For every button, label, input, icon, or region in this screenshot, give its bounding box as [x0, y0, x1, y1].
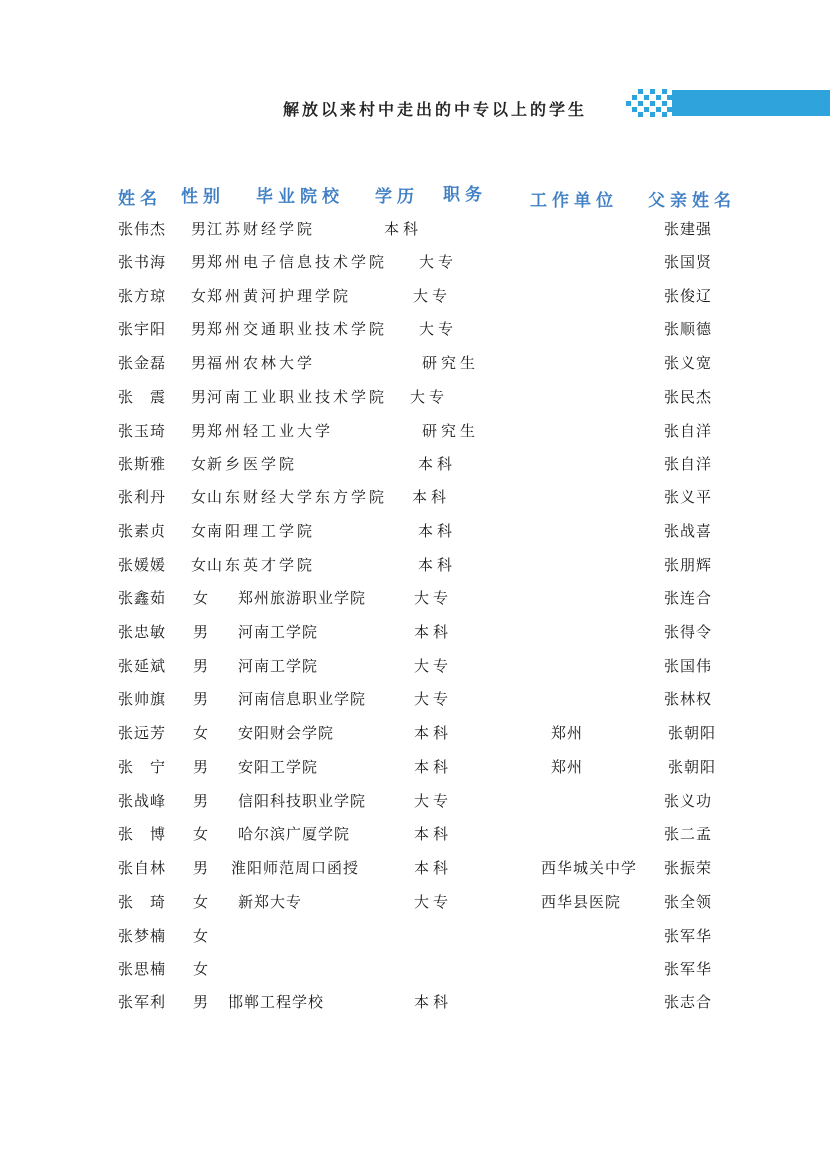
father-name: 张自洋: [664, 455, 713, 473]
father-name: 张连合: [664, 589, 713, 607]
student-gender: 男: [193, 623, 210, 641]
table-row: [0, 554, 830, 578]
student-school: 安阳工学院: [238, 758, 319, 776]
table-row: [0, 790, 830, 814]
student-name: 张素贞: [118, 522, 167, 540]
student-gender: 男: [193, 993, 210, 1011]
student-education: 大专: [419, 320, 458, 338]
father-name: 张军华: [664, 960, 713, 978]
student-school: 南阳理工学院: [207, 522, 316, 540]
student-school: 江苏财经学院: [207, 220, 316, 238]
title-decoration-graphic: [622, 88, 830, 118]
header-gender: 性别: [181, 187, 225, 207]
student-work-unit: 西华县医院: [541, 893, 622, 911]
student-education: 本科: [414, 859, 453, 877]
student-name: 张利丹: [118, 488, 167, 506]
student-gender: 女: [191, 455, 208, 473]
student-gender: 女: [191, 522, 208, 540]
father-name: 张军华: [664, 927, 713, 945]
father-name: 张振荣: [664, 859, 713, 877]
page-title: 解放以来村中走出的中专以上的学生: [283, 100, 588, 119]
student-school: 山东财经大学东方学院: [207, 488, 388, 506]
student-name: 张帅旗: [118, 690, 167, 708]
table-row: [0, 891, 830, 915]
student-education: 本科: [414, 758, 453, 776]
student-gender: 男: [191, 354, 208, 372]
table-row: [0, 823, 830, 847]
father-name: 张建强: [664, 220, 713, 238]
student-name: 张斯雅: [118, 455, 167, 473]
table-row: [0, 722, 830, 746]
student-gender: 男: [191, 422, 208, 440]
table-row: [0, 857, 830, 881]
student-education: 大专: [410, 388, 449, 406]
header-school: 毕业院校: [256, 187, 344, 207]
student-work-unit: 郑州: [551, 758, 584, 776]
table-row: [0, 925, 830, 949]
student-gender: 女: [193, 960, 210, 978]
student-gender: 男: [193, 792, 210, 810]
father-name: 张全领: [664, 893, 713, 911]
father-name: 张自洋: [664, 422, 713, 440]
header-education: 学历: [375, 187, 419, 207]
student-gender: 女: [193, 893, 210, 911]
student-name: 张 琦: [118, 893, 167, 911]
student-school: 邯郸工程学校: [228, 993, 325, 1011]
student-education: 大专: [419, 253, 458, 271]
student-education: 本科: [414, 993, 453, 1011]
student-name: 张 震: [118, 388, 167, 406]
father-name: 张林权: [664, 690, 713, 708]
table-row: [0, 587, 830, 611]
table-row: [0, 420, 830, 444]
student-name: 张 宁: [118, 758, 167, 776]
student-name: 张梦楠: [118, 927, 167, 945]
father-name: 张朝阳: [668, 724, 717, 742]
student-education: 大专: [414, 690, 453, 708]
student-school: 新郑大专: [238, 893, 303, 911]
student-name: 张远芳: [118, 724, 167, 742]
student-name: 张战峰: [118, 792, 167, 810]
student-education: 大专: [414, 657, 453, 675]
student-school: 郑州电子信息技术学院: [207, 253, 388, 271]
student-school: 郑州轻工业大学: [207, 422, 334, 440]
student-name: 张军利: [118, 993, 167, 1011]
student-gender: 男: [191, 220, 208, 238]
student-name: 张宇阳: [118, 320, 167, 338]
student-work-unit: 郑州: [551, 724, 584, 742]
student-school: 淮阳师范周口函授: [231, 859, 360, 877]
student-gender: 男: [193, 690, 210, 708]
student-name: 张 博: [118, 825, 167, 843]
father-name: 张国贤: [664, 253, 713, 271]
table-row: [0, 486, 830, 510]
table-row: [0, 218, 830, 242]
student-name: 张忠敏: [118, 623, 167, 641]
table-row: [0, 318, 830, 342]
student-gender: 女: [191, 488, 208, 506]
student-name: 张延斌: [118, 657, 167, 675]
table-row: [0, 688, 830, 712]
student-school: 河南工业职业技术学院: [207, 388, 388, 406]
table-row: [0, 991, 830, 1015]
student-education: 大专: [414, 792, 453, 810]
student-gender: 女: [191, 287, 208, 305]
table-row: [0, 756, 830, 780]
father-name: 张志合: [664, 993, 713, 1011]
student-education: 本科: [414, 724, 453, 742]
student-education: 大专: [414, 893, 453, 911]
student-school: 河南工学院: [238, 657, 319, 675]
father-name: 张义宽: [664, 354, 713, 372]
student-school: 郑州黄河护理学院: [207, 287, 352, 305]
student-school: 安阳财会学院: [238, 724, 335, 742]
table-row: [0, 386, 830, 410]
student-school: 郑州旅游职业学院: [238, 589, 367, 607]
student-gender: 男: [191, 320, 208, 338]
table-row: [0, 958, 830, 982]
table-row: [0, 251, 830, 275]
student-education: 研究生: [422, 422, 480, 440]
student-work-unit: 西华城关中学: [541, 859, 638, 877]
student-education: 研究生: [422, 354, 480, 372]
student-gender: 女: [193, 825, 210, 843]
header-work-unit: 工作单位: [530, 191, 618, 211]
student-gender: 女: [193, 724, 210, 742]
table-row: [0, 520, 830, 544]
student-school: 信阳科技职业学院: [238, 792, 367, 810]
student-school: 河南工学院: [238, 623, 319, 641]
father-name: 张二孟: [664, 825, 713, 843]
father-name: 张国伟: [664, 657, 713, 675]
father-name: 张朝阳: [668, 758, 717, 776]
student-name: 张思楠: [118, 960, 167, 978]
student-name: 张鑫茹: [118, 589, 167, 607]
student-gender: 女: [193, 589, 210, 607]
student-education: 本科: [412, 488, 451, 506]
student-name: 张媛媛: [118, 556, 167, 574]
father-name: 张顺德: [664, 320, 713, 338]
student-school: 哈尔滨广厦学院: [238, 825, 351, 843]
father-name: 张民杰: [664, 388, 713, 406]
student-education: 本科: [384, 220, 423, 238]
student-gender: 男: [193, 657, 210, 675]
student-education: 大专: [413, 287, 452, 305]
header-father-name: 父亲姓名: [648, 191, 736, 211]
student-school: 福州农林大学: [207, 354, 316, 372]
student-name: 张书海: [118, 253, 167, 271]
student-education: 大专: [414, 589, 453, 607]
student-school: 郑州交通职业技术学院: [207, 320, 388, 338]
student-education: 本科: [418, 455, 457, 473]
student-school: 河南信息职业学院: [238, 690, 367, 708]
header-name: 姓名: [118, 189, 162, 209]
student-name: 张自林: [118, 859, 167, 877]
student-education: 本科: [418, 556, 457, 574]
table-row: [0, 655, 830, 679]
student-gender: 女: [193, 927, 210, 945]
student-name: 张伟杰: [118, 220, 167, 238]
student-school: 山东英才学院: [207, 556, 316, 574]
student-gender: 男: [193, 758, 210, 776]
student-education: 本科: [414, 623, 453, 641]
table-row: [0, 285, 830, 309]
table-row: [0, 621, 830, 645]
table-row: [0, 453, 830, 477]
student-education: 本科: [414, 825, 453, 843]
header-position: 职务: [443, 185, 487, 205]
student-name: 张玉琦: [118, 422, 167, 440]
table-row: [0, 352, 830, 376]
father-name: 张得令: [664, 623, 713, 641]
father-name: 张朋辉: [664, 556, 713, 574]
student-gender: 男: [193, 859, 210, 877]
father-name: 张战喜: [664, 522, 713, 540]
student-school: 新乡医学院: [207, 455, 298, 473]
father-name: 张俊辽: [664, 287, 713, 305]
student-name: 张金磊: [118, 354, 167, 372]
student-gender: 女: [191, 556, 208, 574]
father-name: 张义功: [664, 792, 713, 810]
student-name: 张方琼: [118, 287, 167, 305]
student-gender: 男: [191, 253, 208, 271]
student-gender: 男: [191, 388, 208, 406]
father-name: 张义平: [664, 488, 713, 506]
student-education: 本科: [418, 522, 457, 540]
